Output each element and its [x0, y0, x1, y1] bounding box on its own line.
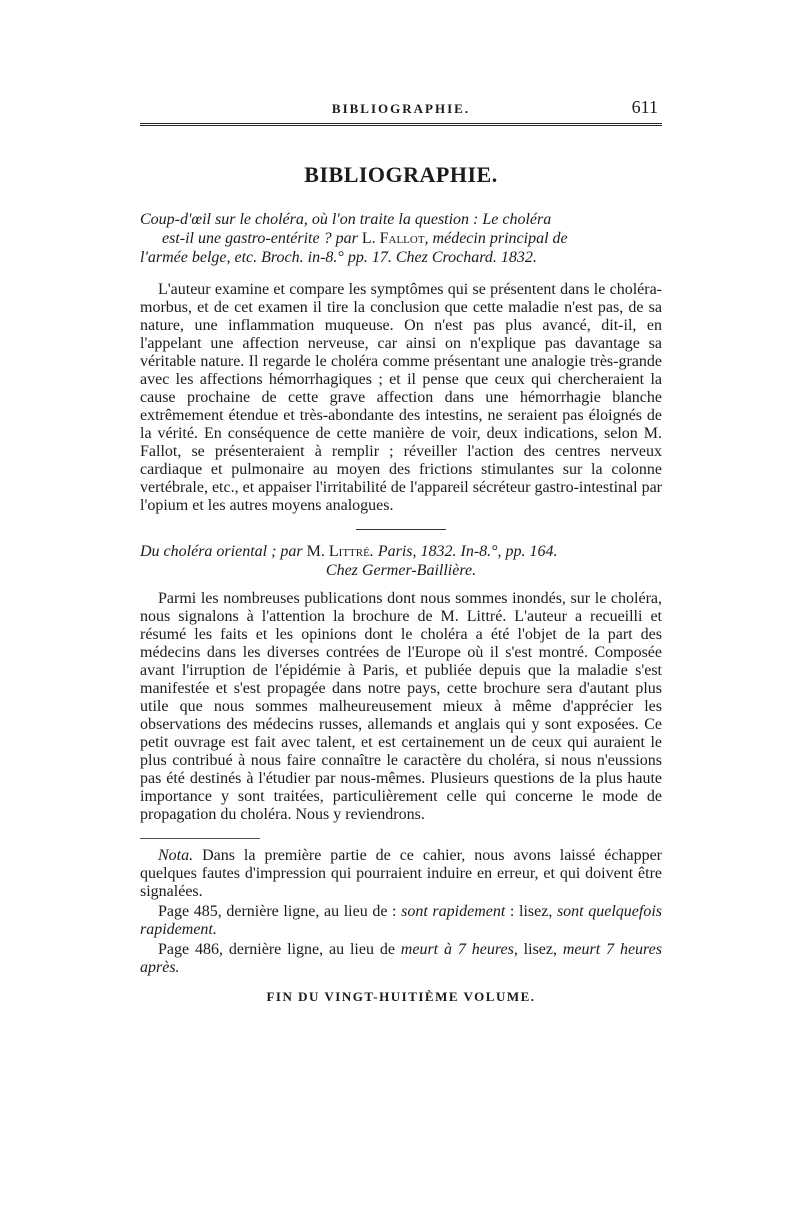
entry-divider	[356, 529, 446, 530]
document-page	[140, 95, 662, 1055]
nota-text	[140, 847, 662, 901]
errata-note	[140, 847, 662, 977]
entry-review-text: Parmi les nombreuses publications dont nous sommes inondés, sur le choléra, nous signalons à l'attention la brochure de M. Littré. L'auteur a recueilli et résumé les faits et les opinions dont le choléra a été l'objet de la part des médecins dans les diverses contrées de l'Europe où il s'est montré. Composée avant l'irruption de l'épidémie à Paris, et publiée depuis que la maladie s'est manifestée et s'est propagée dans notre pays, cette brochure sera d'autant plus utile que nous sommes malheureusement mieux à même d'apprécier les observations des médecins russes, allemands et anglais qui y sont exposées. Ce petit ouvrage est fait avec talent, et est certainement un de ceux qui auraient le plus contribué à nous faire connaître le caractère du choléra, si nous n'eussions pas été destinés à l'étudier par nous-mêmes. Plusieurs questions de la plus haute importance y sont traitées, particulièrement celle qui concerne le mode de propagation du choléra. Nous y reviendrons.	[140, 590, 662, 823]
citation-author: L. Fallot	[361, 230, 425, 247]
nota-label: Nota.	[158, 847, 194, 864]
volume-end-line: FIN DU VINGT-HUITIÈME VOLUME.	[266, 989, 536, 1004]
bibliography-entry-littre	[140, 542, 662, 824]
running-head	[140, 95, 662, 126]
erratum-fragment: Page 486, dernière ligne, au lieu de	[158, 941, 401, 958]
erratum-wrong: meurt à 7 heures	[400, 941, 514, 958]
citation-fragment: . Paris, 1832. In-8.°, pp. 164.	[369, 543, 558, 560]
entry-citation	[140, 542, 662, 580]
citation-author: M. Littré	[306, 543, 370, 560]
page-number: 611	[631, 97, 658, 117]
erratum-line	[140, 903, 662, 939]
citation-fragment: , médecin principal de	[424, 230, 568, 247]
note-divider	[140, 838, 260, 839]
nota-body: Dans la première partie de ce cahier, nous avons laissé échapper quelques fautes d'impression qui pourraient induire en erreur, et qui doivent être signalées.	[140, 847, 662, 900]
entry-citation	[140, 210, 662, 267]
citation-line: l'armée belge, etc. Broch. in-8.° pp. 17. Chez Crochard. 1832.	[140, 249, 537, 266]
citation-line	[140, 542, 662, 561]
erratum-correct: meurt 7 heures après.	[140, 941, 663, 976]
erratum-wrong: sont rapidement	[401, 903, 506, 920]
erratum-fragment: : lisez,	[505, 903, 557, 920]
citation-line: Coup-d'œil sur le choléra, où l'on traite la question : Le choléra	[140, 211, 552, 228]
erratum-correct: sont quelquefois rapidement.	[140, 903, 663, 938]
citation-fragment: Du choléra oriental ; par	[140, 543, 307, 560]
running-head-title: BIBLIOGRAPHIE.	[331, 101, 471, 116]
entry-review-text: L'auteur examine et compare les symptômes qui se présentent dans le choléra-morbus, et de cet examen il tire la conclusion que cette maladie n'est pas, de sa nature, une inflammation muqueuse. On n'est pas plus avancé, dit-il, en l'appelant une affection nerveuse, car ainsi on n'explique pas davantage sa véritable nature. Il regarde le choléra comme présentant une analogie très-grande avec les affections hémorrhagiques ; et il pense que ceux qui chercheraient la cause prochaine de cette grave affection dans une hémorrhagie blanche extrêmement étendue et très-abondante des intestins, ne seraient pas éloignés de la vérité. En conséquence de cette manière de voir, deux indications, selon M. Fallot, se présenteraient à remplir ; réveiller l'action des centres nerveux cardiaque et pulmonaire au moyen des frictions stimulantes sur la colonne vertébrale, etc., et appaiser l'irritabilité de l'appareil sécréteur gastro-intestinal par l'opium et les autres moyens analogues.	[140, 281, 662, 514]
section-title: BIBLIOGRAPHIE.	[304, 162, 498, 187]
bibliography-entry-fallot	[140, 210, 662, 515]
erratum-fragment: , lisez,	[513, 941, 563, 958]
erratum-line	[140, 941, 662, 977]
erratum-fragment: Page 485, dernière ligne, au lieu de :	[158, 903, 402, 920]
citation-line	[140, 229, 662, 248]
citation-line: Chez Germer-Baillière.	[325, 562, 477, 579]
citation-fragment: est-il une gastro-entérite ? par	[162, 230, 362, 247]
